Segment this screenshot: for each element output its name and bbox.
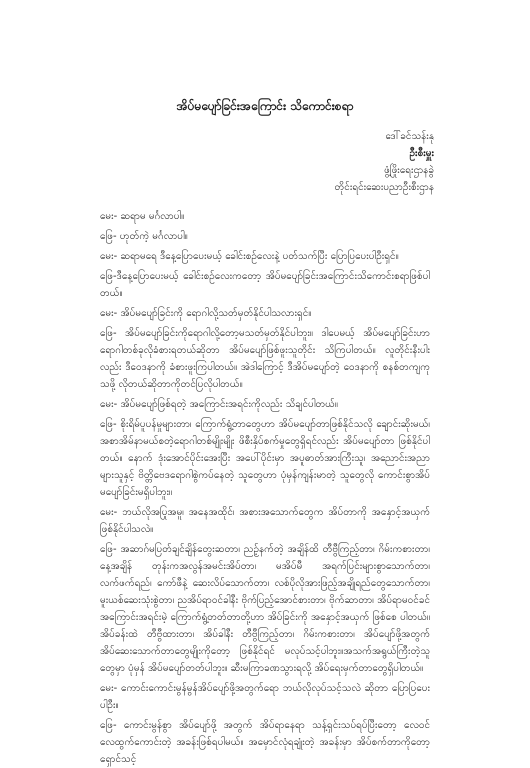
qa-paragraph: မေး- ကောင်းကောင်းမွန်မွန်အိပ်ပျော်ဖို့အတွက်ရော ဘယ်လိုလုပ်သင့်သလဲ ဆိုတာ ပြောပြပေးပါဦး။: [100, 683, 430, 711]
document-title: အိပ်မပျော်ခြင်းအကြောင်း သိကောင်းစရာ: [176, 99, 354, 113]
qa-paragraph: မေး- ဘယ်လိုအပြုအမူ၊ အနေအထိုင်၊ အစားအသောက်တွေက အိပ်တာကို အနှောင့်အယှက်ဖြစ်နိုင်ပါသလဲ။: [100, 507, 430, 535]
qa-paragraph: မေး- အိပ်မပျော်ခြင်းကို ရောဂါလို့သတ်မှတ်နိုင်ပါသလားရှင်။: [100, 308, 312, 319]
document-body: [100, 208, 430, 768]
qa-paragraph: မေး- ဆရာမရေ ဒီနေ့ပြောပေးမယ့် ခေါင်းစဉ်လေးနဲ့ ပတ်သက်ပြီး ပြောပြပေးပါဦးရှင်။: [100, 251, 399, 262]
author-institute: တိုင်းရင်းဆေးပညာဦးစီးဌာန: [334, 182, 434, 193]
author-block: [244, 128, 434, 196]
author-title: ဦးစီးမှူး: [409, 148, 434, 159]
qa-paragraph: ဖြေ- အဆာဂ်မပြတ်ချင်ချိန်တွေးဆတာ၊ ညဥ့်နက်တဲ့ အချိန်ထိ တီဗွီကြည့်တာ၊ ဂိမ်းကစားတာ၊ နေ့အချိန် တုန်းကအလွန်အမင်းအိပ်တာ၊ မအိပ်မီ အရက်ပြင်းများစွာသောက်တာ၊ လက်ဖက်ရည်၊ ကော်ဖီနဲ့ ဆေးလိပ်သောက်တာ၊ လစ်ပိုလိုအားဖြည့်အချိုရည်တွေသောက်တာ၊ မူးယစ်ဆေးသုံးစွဲတာ၊ ညအိပ်ရာဝင်ခါနီး ဗိုက်ပြည့်အောင်စားတာ၊ ဗိုက်ဆာတာ၊ အိပ်ရာမဝင်ခင် အကြောင်းအရင်းမဲ့ ကြောက်ရွံ့တတ်တာတို့ဟာ အိပ်ခြင်းကို အနှောင့်အယှက် ဖြစ်စေ ပါတယ်။ အိပ်ခန်းထဲ တီဗွီထားတာ၊ အိပ်ခါနီး တီဗွီကြည့်တာ၊ ဂိမ်းကစားတာ၊ အိပ်ပျော်ဖို့အတွက် အိပ်ဆေးသောက်တာတွေမျိုးကိုတော့ ဖြစ်နိုင်ရင် မလုပ်သင့်ပါဘူး။အသက်အရွယ်ကြီးတဲ့သူတွေမှာ ပုံမှန် အိပ်မပျော်တတ်ပါဘူး။ ဆီးမကြာခဏသွားရလို့ အိပ်ရေးမှက်တာတွေရှိပါတယ်။: [100, 544, 430, 674]
qa-paragraph: ဖြေ-ဒီနေ့ပြောပေးမယ့် ခေါင်းစဉ်လေးကတော့ အိပ်မပျော်ခြင်းအကြောင်းသိကောင်းစရာဖြစ်ပါတယ်။: [100, 271, 430, 299]
qa-paragraph: ဖြေ- စိုးရိမ်ပူပန်မှုများတာ၊ ကြောက်ရွံ့တာတွေဟာ အိပ်မပျော်တာဖြစ်နိုင်သလို ချောင်းဆိုးမယ်၊ အစာအိမ်နာမယ်စတဲ့ရောဂါတစ်မျိုးမျိုး ဖိစီးနှိပ်စက်မှုတွေရှိရင်လည်း အိပ်မပျော်တာ ဖြစ်နိုင်ပါတယ်။ နောက် ဒုံးအောင်ပိုင်းအေးပြီး အပေါ်ပိုင်းမှာ အပူဓာတ်အားကြီးသူ၊ အညောင်းအညာများသူနှင့် ဗိတ္တိဗေဒရောဂါစွဲကပ်နေတဲ့ သူတွေဟာ ပုံမှန်ကျန်းမာတဲ့ သူတွေလို ကောင်းစွာအိပ်မပျော်ခြင်းမရှိပါဘူး။: [100, 419, 430, 498]
author-department: ဖွံ့ဖြိုးရေးဌာနခွဲ: [384, 165, 434, 176]
author-line: ဒေါ်ခင်သန်းနု: [385, 131, 434, 142]
qa-paragraph: ဖြေ- ကောင်းမွန်စွာ အိပ်ပျော်ဖို့ အတွက် အိပ်ရာနေရာ သန့်ရှင်းသပ်ရပ်ပြီးတော့ လေဝင်လေထွက်ကောင်းတဲ့ အခန်းဖြစ်ရပါမယ်။ အမှောင်လုံရချုံးတဲ့ အခန်းမှာ အိပ်စက်တာကိုတော့ ရှောင်သင့်: [100, 720, 430, 765]
qa-paragraph: မေး- ဆရာမ မင်္ဂလာပါ။: [100, 211, 185, 222]
qa-paragraph: ဖြေ- ဟုတ်ကဲ့ မင်္ဂလာပါ။: [100, 231, 188, 242]
qa-paragraph: ဖြေ- အိပ်မပျော်ခြင်းကိုရောဂါလို့တော့မသတ်မှတ်နိုင်ပါဘူး။ ဒါပေမယ့် အိပ်မပျော်ခြင်းဟာ ရောဂါတစ်ခုလိုခံစားရတယ်ဆိုတာ အိပ်မပျော်ဖြစ်ဖူးသူတိုင်း သိကြပါတယ်။ လူတိုင်းနီးပါးလည်း ဒီဝေဒနာကို ခံစားဖူးကြပါတယ်။ အဲဒါကြောင့် ဒီအိပ်မပျော်တဲ့ ဝေဒနာကို စနစ်တကျကုသဖို့ လိုတယ်ဆိုတာကိုတင်ပြလိုပါတယ်။: [100, 328, 430, 390]
qa-paragraph: မေး- အိပ်မပျော်ဖြစ်ရတဲ့ အကြောင်းအရင်းကိုလည်း သိချင်ပါတယ်။: [100, 399, 338, 410]
